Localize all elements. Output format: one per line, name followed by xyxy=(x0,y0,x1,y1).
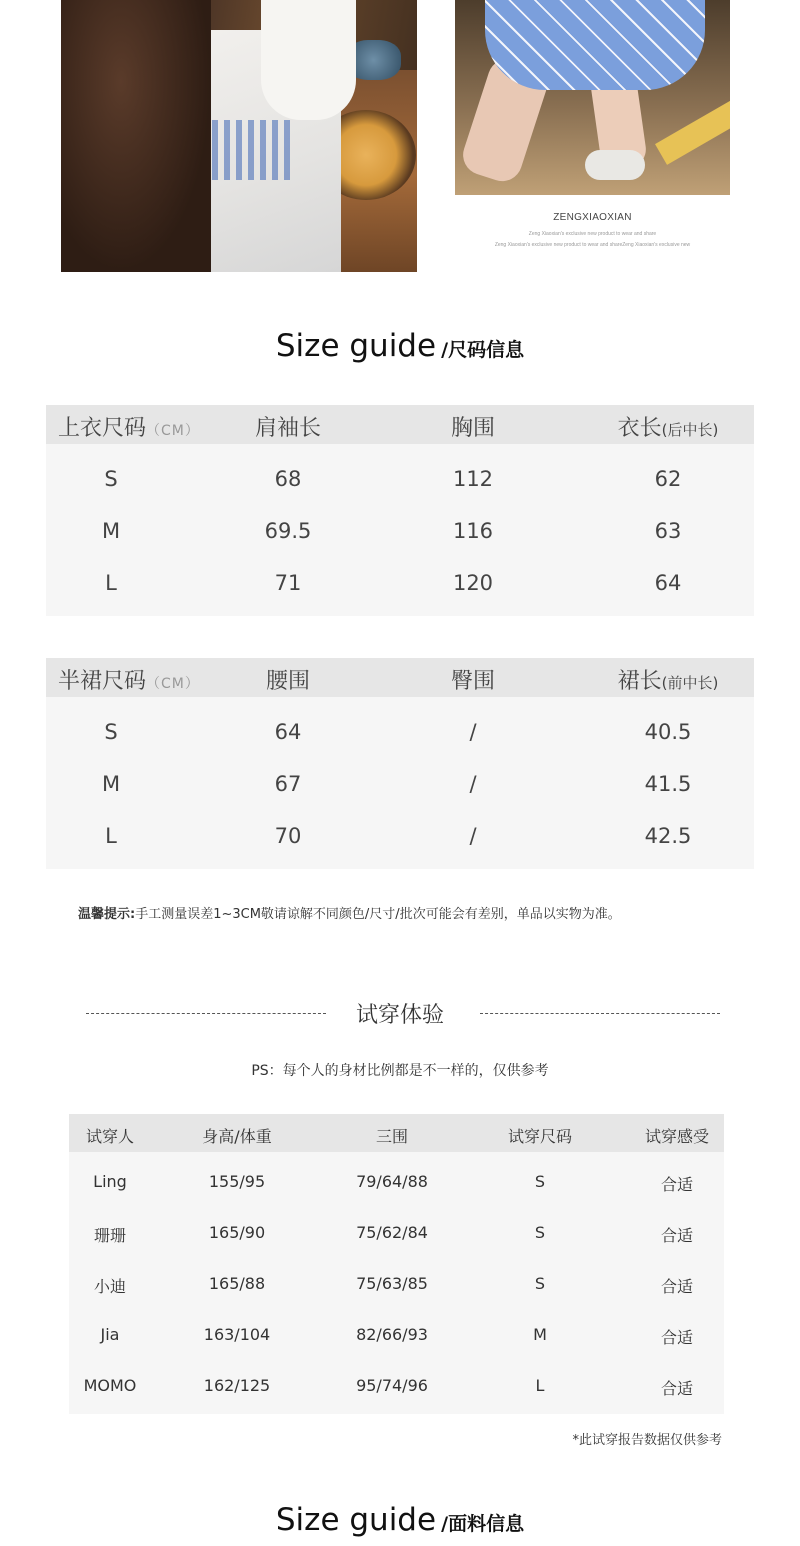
tryon-row xyxy=(69,1159,724,1210)
cell-size: L xyxy=(535,1376,545,1395)
cell-height-weight: 162/125 xyxy=(203,1376,271,1395)
cell-fit: 合适 xyxy=(660,1328,694,1347)
note-label: 温馨提示: xyxy=(78,907,136,922)
cell: 120 xyxy=(452,571,494,595)
tryon-row xyxy=(69,1261,724,1312)
tryon-row xyxy=(69,1363,724,1414)
cell: 62 xyxy=(654,467,682,491)
header-label-text: 半裙尺码 xyxy=(58,669,147,694)
cell: 70 xyxy=(274,824,302,848)
cell-measurements: 79/64/88 xyxy=(356,1172,428,1191)
cell-height-weight: 165/88 xyxy=(208,1274,266,1293)
header-col-chest: 胸围 xyxy=(450,416,496,441)
model-shoe xyxy=(585,150,645,180)
table-row xyxy=(46,505,754,557)
header-col-skirt-length-text: 裙长 xyxy=(617,669,662,694)
top-size-table xyxy=(46,405,754,616)
header-col-waist: 腰围 xyxy=(265,669,311,694)
cell-tester: 小迪 xyxy=(93,1277,127,1296)
blue-floral-skirt xyxy=(485,0,705,90)
cell: / xyxy=(469,824,477,848)
header-col-length-text: 衣长 xyxy=(617,416,662,441)
cell-measurements: 95/74/96 xyxy=(356,1376,428,1395)
cell-size: S xyxy=(534,1274,546,1293)
cell: 42.5 xyxy=(644,824,692,848)
cell-measurements: 75/62/84 xyxy=(356,1223,428,1242)
cell: 63 xyxy=(654,519,682,543)
header-col-length xyxy=(618,411,719,442)
brand-tagline-2: Zeng Xiaoxian's exclusive new product to wear and shareZeng Xiaoxian's exclusive new xyxy=(494,242,691,248)
table-row xyxy=(46,758,754,810)
header-label xyxy=(58,664,200,695)
cell-fit: 合适 xyxy=(660,1175,694,1194)
tryon-row xyxy=(69,1210,724,1261)
cell: 69.5 xyxy=(264,519,312,543)
header-height-weight: 身高/体重 xyxy=(202,1127,272,1146)
header-col-hip: 臀围 xyxy=(450,669,496,694)
cell-size: M xyxy=(101,519,121,543)
model-photo-top xyxy=(61,0,417,272)
table-header xyxy=(46,658,754,697)
cell: / xyxy=(469,772,477,796)
cell: 64 xyxy=(654,571,682,595)
fabric-title: Size guide xyxy=(275,1502,437,1538)
shirt-sleeve xyxy=(261,0,356,120)
cell: 41.5 xyxy=(644,772,692,796)
header-tester: 试穿人 xyxy=(85,1127,135,1146)
header-label-text: 上衣尺码 xyxy=(58,416,147,441)
header-col-shoulder-sleeve: 肩袖长 xyxy=(254,416,322,441)
header-unit: （CM） xyxy=(146,676,200,692)
cell-measurements: 82/66/93 xyxy=(356,1325,428,1344)
cell: / xyxy=(469,720,477,744)
cell-height-weight: 165/90 xyxy=(208,1223,266,1242)
cell: 67 xyxy=(274,772,302,796)
fabric-subtitle: /面料信息 xyxy=(441,1513,525,1535)
note-text: 手工测量误差1~3CM敬请谅解不同颜色/尺寸/批次可能会有差别，单品以实物为准。 xyxy=(135,907,621,922)
cell-size: M xyxy=(533,1325,547,1344)
table-row xyxy=(46,557,754,609)
cell: 68 xyxy=(274,467,302,491)
tryon-ps: PS：每个人的身材比例都是不一样的，仅供参考 xyxy=(251,1063,549,1079)
header-col-skirt-length-sub: (前中长) xyxy=(661,674,719,692)
header-col-skirt-length xyxy=(618,664,719,695)
cell: 40.5 xyxy=(644,720,692,744)
cell-size: L xyxy=(105,824,117,848)
tryon-footnote: *此试穿报告数据仅供参考 xyxy=(572,1433,722,1448)
table-row xyxy=(46,810,754,862)
cell-size: S xyxy=(534,1223,546,1242)
brand-name: ZENGXIAOXIAN xyxy=(553,212,632,223)
cell-height-weight: 163/104 xyxy=(203,1325,271,1344)
cell-fit: 合适 xyxy=(660,1379,694,1398)
cell-size: S xyxy=(104,467,118,491)
cell-size: S xyxy=(534,1172,546,1191)
tryon-header xyxy=(69,1114,724,1152)
cell: 116 xyxy=(452,519,494,543)
cell-fit: 合适 xyxy=(660,1226,694,1245)
header-col-length-sub: (后中长) xyxy=(661,421,719,439)
fabric-heading xyxy=(0,1502,800,1538)
header-fit: 试穿感受 xyxy=(644,1127,710,1146)
cell-height-weight: 155/95 xyxy=(208,1172,266,1191)
tryon-title: 试穿体验 xyxy=(355,1003,444,1028)
brand-tagline-1: Zeng Xiaoxian's exclusive new product to wear and share xyxy=(528,231,657,237)
table-row xyxy=(46,706,754,758)
cell-size: L xyxy=(105,571,117,595)
cell: 64 xyxy=(274,720,302,744)
header-measurements: 三围 xyxy=(375,1127,409,1146)
size-guide-title: Size guide xyxy=(275,328,437,364)
tryon-table xyxy=(69,1114,724,1414)
model-photo-skirt xyxy=(455,0,730,195)
cell-tester: Jia xyxy=(100,1325,120,1344)
tryon-row xyxy=(69,1312,724,1363)
model-hair xyxy=(61,0,211,272)
cell-size: S xyxy=(104,720,118,744)
cell-size: M xyxy=(101,772,121,796)
cell-tester: 珊珊 xyxy=(93,1226,127,1245)
table-row xyxy=(46,453,754,505)
header-unit: （CM） xyxy=(146,423,200,439)
table-header xyxy=(46,405,754,444)
header-label xyxy=(58,411,200,442)
cell-tester: MOMO xyxy=(83,1376,137,1395)
size-guide-subtitle: /尺码信息 xyxy=(441,339,525,361)
header-size: 试穿尺码 xyxy=(507,1127,573,1146)
skirt-size-table xyxy=(46,658,754,869)
measurement-note xyxy=(78,903,621,922)
cell-tester: Ling xyxy=(93,1172,127,1191)
cell-fit: 合适 xyxy=(660,1277,694,1296)
size-guide-heading xyxy=(0,328,800,364)
road-stripe xyxy=(655,99,730,165)
cell: 71 xyxy=(274,571,302,595)
cell: 112 xyxy=(452,467,494,491)
cell-measurements: 75/63/85 xyxy=(356,1274,428,1293)
